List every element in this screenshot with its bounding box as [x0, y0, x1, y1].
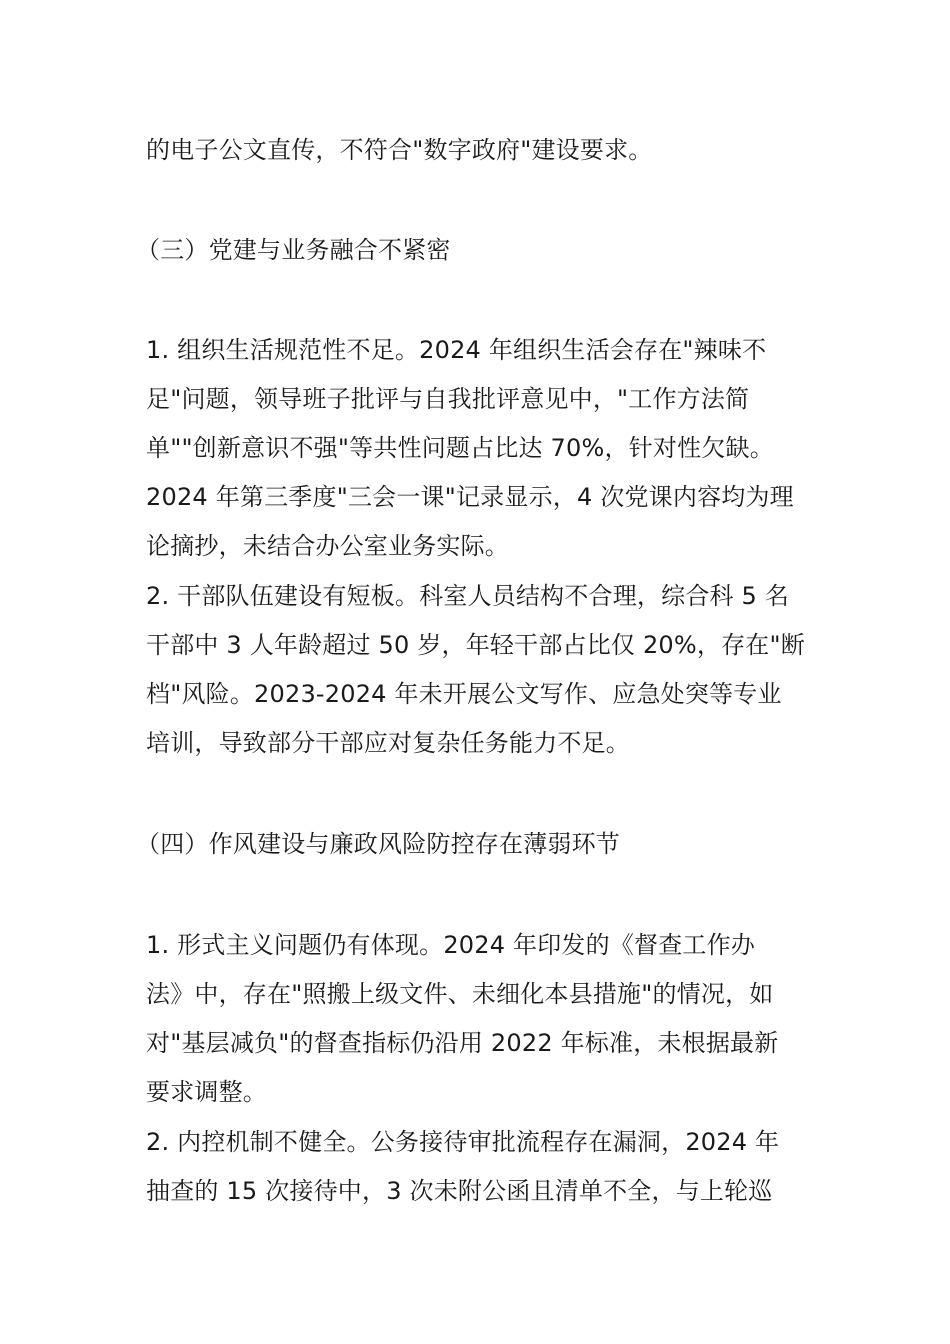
text-line: 对"基层减负"的督查指标仍沿用 2022 年标准，未根据最新 — [146, 1029, 779, 1057]
text-line: 干部中 3 人年龄超过 50 岁，年轻干部占比仅 20%，存在"断 — [146, 631, 805, 659]
section-heading-4: （四）作风建设与廉政风险防控存在薄弱环节 — [136, 830, 620, 858]
text-line: 2. 干部队伍建设有短板。科室人员结构不合理，综合科 5 名 — [146, 582, 790, 610]
text-line: 2024 年第三季度"三会一课"记录显示，4 次党课内容均为理 — [146, 483, 794, 511]
text-line: 1. 形式主义问题仍有体现。2024 年印发的《督查工作办 — [146, 931, 756, 959]
text-line: 足"问题，领导班子批评与自我批评意见中，"工作方法简 — [146, 385, 750, 413]
text-line: 1. 组织生活规范性不足。2024 年组织生活会存在"辣味不 — [146, 336, 767, 364]
text-line: 抽查的 15 次接待中，3 次未附公函且清单不全，与上轮巡 — [146, 1177, 773, 1205]
text-line: 的电子公文直传，不符合"数字政府"建设要求。 — [146, 136, 653, 164]
text-line: 单""创新意识不强"等共性问题占比达 70%，针对性欠缺。 — [146, 434, 774, 462]
text-line: 培训，导致部分干部应对复杂任务能力不足。 — [146, 729, 630, 757]
text-line: 档"风险。2023-2024 年未开展公文写作、应急处突等专业 — [146, 680, 782, 708]
section-heading-3: （三）党建与业务融合不紧密 — [136, 236, 451, 264]
text-line: 法》中，存在"照搬上级文件、未细化本县措施"的情况，如 — [146, 980, 774, 1008]
text-line: 2. 内控机制不健全。公务接待审批流程存在漏洞，2024 年 — [146, 1128, 780, 1156]
text-line: 要求调整。 — [146, 1078, 267, 1106]
text-line: 论摘抄，未结合办公室业务实际。 — [146, 532, 509, 560]
